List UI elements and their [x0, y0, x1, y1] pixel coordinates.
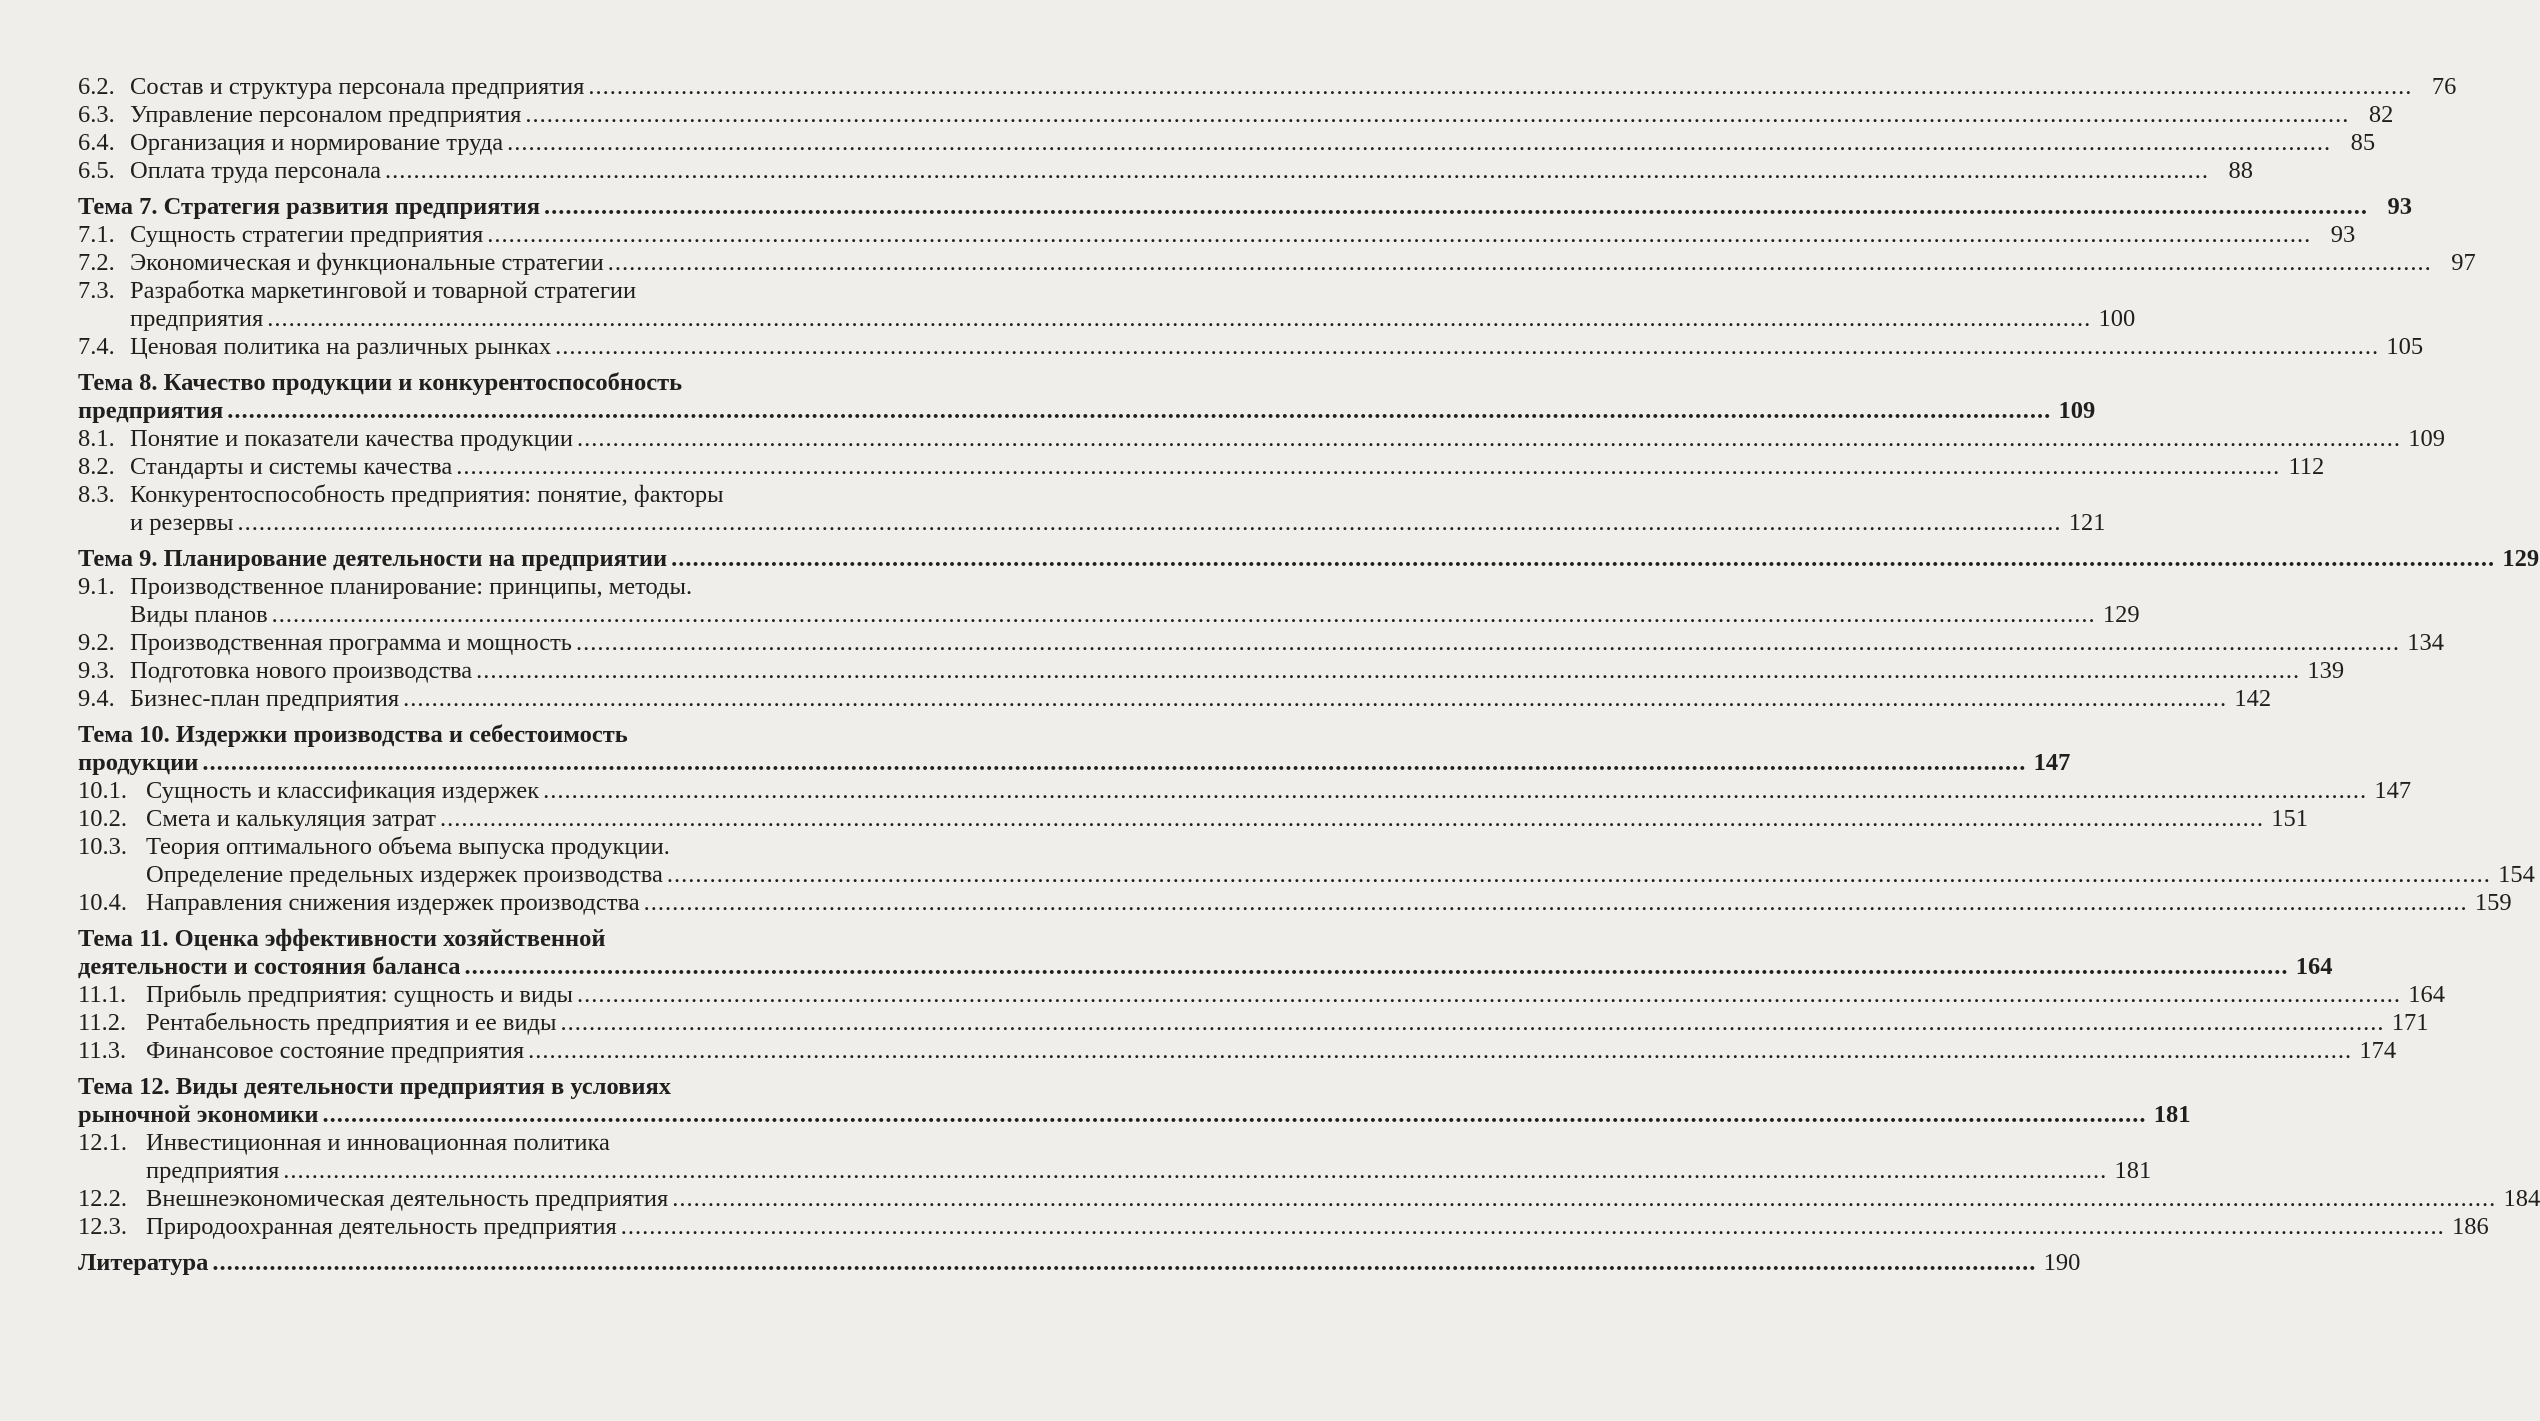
- entry-title: Направления снижения издержек производства: [146, 889, 640, 916]
- page-number: 112: [2288, 453, 2325, 480]
- toc-topic-continuation: [78, 397, 2096, 425]
- page-number: 129: [2502, 545, 2540, 572]
- toc-entry: [78, 777, 2412, 805]
- toc-entry: [78, 333, 2424, 361]
- toc-entry: [78, 249, 2476, 277]
- entry-title: Экономическая и функциональные стратегии: [130, 249, 604, 276]
- toc-topic: [78, 193, 2412, 221]
- entry-number: 10.2.: [78, 805, 127, 832]
- toc-topic: [78, 1073, 870, 1101]
- page-number: 142: [2234, 685, 2272, 712]
- page-number: 82: [2368, 101, 2394, 128]
- entry-title: Понятие и показатели качества продукции: [130, 425, 574, 452]
- dot-leader: [465, 953, 2289, 981]
- dot-leader: [576, 629, 2400, 657]
- toc-topic: [78, 1249, 2081, 1277]
- page-number: 147: [2374, 777, 2412, 804]
- toc-entry-continuation: [78, 861, 2535, 889]
- entry-title: предприятия: [146, 1157, 280, 1184]
- entry-title: Бизнес-план предприятия: [130, 685, 400, 712]
- entry-title: Теория оптимального объема выпуска продукции.: [146, 833, 670, 860]
- page-number: 105: [2386, 333, 2424, 360]
- dot-leader: [544, 193, 2368, 221]
- toc-entry-continuation: [78, 601, 2140, 629]
- dot-leader: [525, 101, 2349, 129]
- toc-entry: [78, 221, 2356, 249]
- entry-number: 9.2.: [78, 629, 115, 656]
- entry-number: 12.3.: [78, 1213, 127, 1240]
- page-number: 97: [2451, 249, 2476, 276]
- entry-number: 7.2.: [78, 249, 115, 276]
- entry-number: 11.3.: [78, 1037, 127, 1064]
- entry-title: Смета и калькуляция затрат: [146, 805, 436, 832]
- entry-title: Сущность стратегии предприятия: [130, 221, 484, 248]
- entry-title: Подготовка нового производства: [130, 657, 473, 684]
- entry-number: 6.4.: [78, 129, 115, 156]
- dot-leader: [528, 1037, 2352, 1065]
- dot-leader: [608, 249, 2432, 277]
- dot-leader: [272, 601, 2096, 629]
- toc-entry: [78, 685, 2272, 713]
- toc-entry: [78, 425, 2446, 453]
- entry-number: 11.2.: [78, 1009, 127, 1036]
- dot-leader: [267, 305, 2091, 333]
- entry-title: Финансовое состояние предприятия: [146, 1037, 525, 1064]
- topic-title: рыночной экономики: [78, 1101, 319, 1128]
- dot-leader: [507, 129, 2331, 157]
- dot-leader: [227, 397, 2051, 425]
- table-of-contents: [78, 73, 2540, 1277]
- toc-entry: [78, 481, 870, 509]
- toc-entry: [78, 453, 2325, 481]
- toc-topic-continuation: [78, 953, 2333, 981]
- entry-number: 6.3.: [78, 101, 115, 128]
- topic-title: Тема 7. Стратегия развития предприятия: [78, 193, 540, 220]
- page-number: 151: [2271, 805, 2308, 832]
- toc-entry: [78, 981, 2446, 1009]
- page-number: 159: [2474, 889, 2512, 916]
- entry-number: 7.4.: [78, 333, 115, 360]
- toc-entry: [78, 1037, 2397, 1065]
- dot-leader: [667, 861, 2491, 889]
- dot-leader: [588, 73, 2412, 101]
- page-number: 181: [2114, 1157, 2152, 1184]
- toc-entry: [78, 1129, 870, 1157]
- toc-topic: [78, 545, 2540, 573]
- page-number: 186: [2451, 1213, 2489, 1240]
- dot-leader: [560, 1009, 2384, 1037]
- dot-leader: [322, 1101, 2146, 1129]
- entry-title: Состав и структура персонала предприятия: [130, 73, 585, 100]
- entry-number: 10.1.: [78, 777, 127, 804]
- entry-title: Сущность и классификация издержек: [146, 777, 540, 804]
- toc-entry-continuation: [78, 1157, 2152, 1185]
- toc-entry: [78, 73, 2457, 101]
- page-number: 184: [2503, 1185, 2540, 1212]
- dot-leader: [283, 1157, 2107, 1185]
- page-number: 154: [2498, 861, 2535, 888]
- entry-title: Оплата труда персонала: [130, 157, 382, 184]
- toc-entry: [78, 1009, 2429, 1037]
- page-number: 164: [2408, 981, 2446, 1008]
- entry-number: 11.1.: [78, 981, 127, 1008]
- entry-number: 7.3.: [78, 277, 115, 304]
- page-number: 190: [2043, 1249, 2081, 1276]
- entry-title: Внешнеэкономическая деятельность предприятия: [146, 1185, 669, 1212]
- entry-number: 9.4.: [78, 685, 115, 712]
- dot-leader: [543, 777, 2367, 805]
- entry-number: 12.2.: [78, 1185, 127, 1212]
- entry-title: Разработка маркетинговой и товарной стратегии: [130, 277, 637, 304]
- dot-leader: [671, 545, 2495, 573]
- toc-entry-continuation: [78, 509, 2106, 537]
- entry-title: Рентабельность предприятия и ее виды: [146, 1009, 557, 1036]
- entry-title: Управление персоналом предприятия: [130, 101, 522, 128]
- dot-leader: [555, 333, 2379, 361]
- toc-topic-continuation: [78, 749, 2071, 777]
- entry-number: 10.3.: [78, 833, 127, 860]
- page-number: 76: [2431, 73, 2457, 100]
- page-number: 171: [2391, 1009, 2429, 1036]
- dot-leader: [577, 425, 2401, 453]
- toc-entry: [78, 573, 870, 601]
- toc-topic: [78, 369, 870, 397]
- dot-leader: [456, 453, 2280, 481]
- topic-title: предприятия: [78, 397, 224, 424]
- page-number: 129: [2102, 601, 2140, 628]
- toc-topic-continuation: [78, 1101, 2191, 1129]
- topic-title: Литература: [78, 1249, 209, 1276]
- entry-number: 8.2.: [78, 453, 115, 480]
- page-number: 121: [2068, 509, 2106, 536]
- page-number: 109: [2058, 397, 2096, 424]
- toc-topic: [78, 925, 870, 953]
- entry-number: 12.1.: [78, 1129, 127, 1156]
- toc-entry: [78, 1185, 2540, 1213]
- topic-title: Тема 10. Издержки производства и себестоимость: [78, 721, 628, 748]
- entry-title: Производственное планирование: принципы, методы.: [130, 573, 693, 600]
- entry-number: 8.3.: [78, 481, 115, 508]
- dot-leader: [487, 221, 2311, 249]
- page-number: 85: [2350, 129, 2376, 156]
- page-number: 93: [2330, 221, 2356, 248]
- entry-title: Стандарты и системы качества: [130, 453, 453, 480]
- toc-entry: [78, 277, 870, 305]
- dot-leader: [385, 157, 2209, 185]
- dot-leader: [672, 1185, 2496, 1213]
- dot-leader: [621, 1213, 2445, 1241]
- page-number: 181: [2153, 1101, 2191, 1128]
- page-number: 164: [2295, 953, 2333, 980]
- toc-entry: [78, 129, 2376, 157]
- topic-title: продукции: [78, 749, 199, 776]
- entry-number: 8.1.: [78, 425, 115, 452]
- entry-title: Виды планов: [130, 601, 268, 628]
- toc-entry: [78, 1213, 2489, 1241]
- entry-title: Определение предельных издержек производства: [146, 861, 663, 888]
- topic-title: деятельности и состояния баланса: [78, 953, 461, 980]
- toc-topic: [78, 721, 870, 749]
- entry-number: 6.2.: [78, 73, 115, 100]
- dot-leader: [440, 805, 2264, 833]
- page-number: 93: [2387, 193, 2412, 220]
- entry-title: Организация и нормирование труда: [130, 129, 504, 156]
- entry-title: Конкурентоспособность предприятия: понятие, факторы: [130, 481, 724, 508]
- page-number: 174: [2359, 1037, 2397, 1064]
- entry-number: 6.5.: [78, 157, 115, 184]
- page-number: 139: [2307, 657, 2345, 684]
- toc-entry-continuation: [78, 305, 2136, 333]
- toc-entry: [78, 629, 2444, 657]
- toc-entry: [78, 657, 2345, 685]
- dot-leader: [202, 749, 2026, 777]
- dot-leader: [212, 1249, 2036, 1277]
- entry-title: и резервы: [130, 509, 234, 536]
- toc-entry: [78, 805, 2308, 833]
- page-number: 147: [2033, 749, 2071, 776]
- page-number: 134: [2407, 629, 2444, 656]
- toc-entry: [78, 889, 2512, 917]
- page-number: 88: [2228, 157, 2254, 184]
- topic-title: Тема 11. Оценка эффективности хозяйственной: [78, 925, 606, 952]
- entry-number: 9.1.: [78, 573, 115, 600]
- toc-entry: [78, 157, 2254, 185]
- dot-leader: [238, 509, 2062, 537]
- toc-entry: [78, 833, 870, 861]
- entry-title: предприятия: [130, 305, 264, 332]
- topic-title: Тема 12. Виды деятельности предприятия в условиях: [78, 1073, 671, 1100]
- entry-title: Прибыль предприятия: сущность и виды: [146, 981, 574, 1008]
- topic-title: Тема 9. Планирование деятельности на предприятии: [78, 545, 668, 572]
- toc-entry: [78, 101, 2394, 129]
- page-number: 100: [2098, 305, 2136, 332]
- dot-leader: [476, 657, 2300, 685]
- entry-number: 7.1.: [78, 221, 115, 248]
- dot-leader: [644, 889, 2468, 917]
- entry-number: 9.3.: [78, 657, 115, 684]
- page-number: 109: [2408, 425, 2446, 452]
- entry-number: 10.4.: [78, 889, 127, 916]
- entry-title: Ценовая политика на различных рынках: [130, 333, 552, 360]
- dot-leader: [403, 685, 2227, 713]
- entry-title: Инвестиционная и инновационная политика: [146, 1129, 610, 1156]
- topic-title: Тема 8. Качество продукции и конкурентоспособность: [78, 369, 683, 396]
- entry-title: Производственная программа и мощность: [130, 629, 572, 656]
- dot-leader: [577, 981, 2401, 1009]
- entry-title: Природоохранная деятельность предприятия: [146, 1213, 617, 1240]
